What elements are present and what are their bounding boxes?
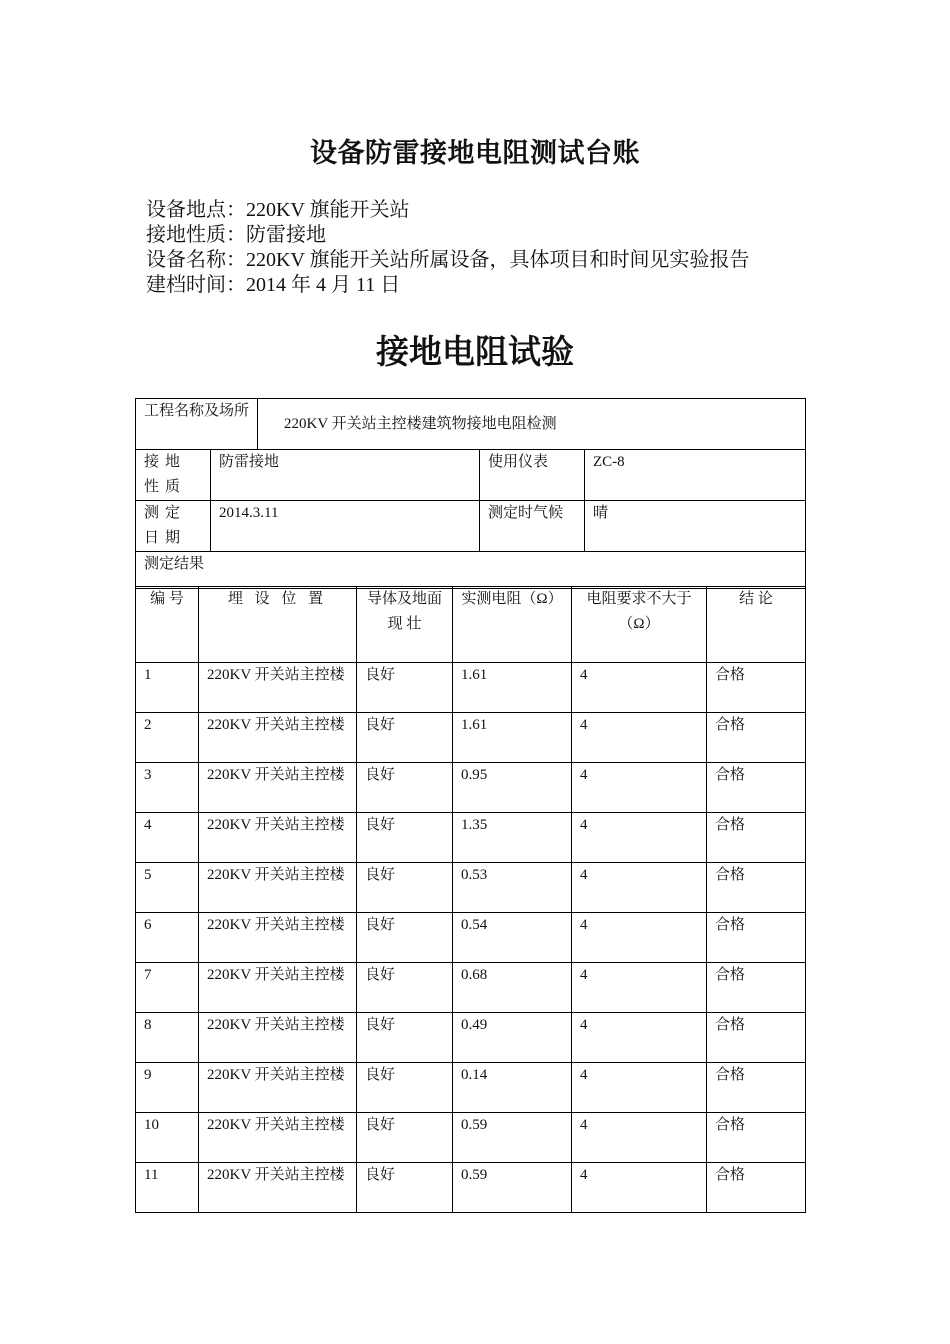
cell-no: 3 bbox=[136, 763, 199, 813]
table-row bbox=[136, 1113, 806, 1163]
cell-no: 11 bbox=[136, 1163, 199, 1213]
cell-required: 4 bbox=[572, 1113, 707, 1163]
cell-conclusion: 合格 bbox=[707, 713, 806, 763]
cell-measured: 1.61 bbox=[453, 663, 572, 713]
header-required: 电阻要求不大于（Ω） bbox=[572, 587, 707, 663]
header-no: 编 号 bbox=[136, 587, 199, 663]
table-row bbox=[136, 1063, 806, 1113]
table-row bbox=[136, 1013, 806, 1063]
project-value: 220KV 开关站主控楼建筑物接地电阻检测 bbox=[258, 399, 806, 450]
cell-required: 4 bbox=[572, 863, 707, 913]
instrument-value: ZC-8 bbox=[585, 450, 806, 501]
cell-no: 7 bbox=[136, 963, 199, 1013]
cell-required: 4 bbox=[572, 963, 707, 1013]
table-row bbox=[136, 763, 806, 813]
info-block bbox=[146, 198, 750, 298]
cell-location: 220KV 开关站主控楼 bbox=[199, 813, 357, 863]
cell-measured: 0.14 bbox=[453, 1063, 572, 1113]
table-row bbox=[136, 1163, 806, 1213]
cell-condition: 良好 bbox=[357, 1063, 453, 1113]
instrument-label: 使用仪表 bbox=[480, 450, 585, 501]
cell-no: 10 bbox=[136, 1113, 199, 1163]
cell-required: 4 bbox=[572, 1063, 707, 1113]
cell-measured: 0.54 bbox=[453, 913, 572, 963]
cell-no: 2 bbox=[136, 713, 199, 763]
cell-condition: 良好 bbox=[357, 963, 453, 1013]
cell-no: 5 bbox=[136, 863, 199, 913]
cell-conclusion: 合格 bbox=[707, 763, 806, 813]
cell-required: 4 bbox=[572, 813, 707, 863]
test-info-table bbox=[135, 449, 806, 589]
weather-value: 晴 bbox=[585, 501, 806, 552]
cell-required: 4 bbox=[572, 663, 707, 713]
document-title: 设备防雷接地电阻测试台账 bbox=[310, 138, 640, 168]
cell-required: 4 bbox=[572, 713, 707, 763]
cell-condition: 良好 bbox=[357, 1013, 453, 1063]
cell-conclusion: 合格 bbox=[707, 863, 806, 913]
header-conclusion: 结 论 bbox=[707, 587, 806, 663]
cell-condition: 良好 bbox=[357, 663, 453, 713]
cell-condition: 良好 bbox=[357, 913, 453, 963]
cell-location: 220KV 开关站主控楼 bbox=[199, 863, 357, 913]
info-record-date: 建档时间：2014 年 4 月 11 日 bbox=[146, 274, 401, 296]
cell-conclusion: 合格 bbox=[707, 1063, 806, 1113]
cell-conclusion: 合格 bbox=[707, 963, 806, 1013]
cell-condition: 良好 bbox=[357, 1113, 453, 1163]
project-label: 工程名称及场所 bbox=[136, 399, 258, 450]
cell-location: 220KV 开关站主控楼 bbox=[199, 963, 357, 1013]
weather-label: 测定时气候 bbox=[480, 501, 585, 552]
cell-conclusion: 合格 bbox=[707, 663, 806, 713]
date-value: 2014.3.11 bbox=[211, 501, 480, 552]
cell-measured: 1.35 bbox=[453, 813, 572, 863]
cell-location: 220KV 开关站主控楼 bbox=[199, 913, 357, 963]
cell-location: 220KV 开关站主控楼 bbox=[199, 1013, 357, 1063]
cell-measured: 0.68 bbox=[453, 963, 572, 1013]
cell-measured: 1.61 bbox=[453, 713, 572, 763]
cell-measured: 0.59 bbox=[453, 1113, 572, 1163]
section-title: 接地电阻试验 bbox=[376, 335, 574, 371]
table-row bbox=[136, 863, 806, 913]
project-table bbox=[135, 398, 806, 450]
cell-no: 4 bbox=[136, 813, 199, 863]
nature-label: 接地性质 bbox=[136, 450, 211, 501]
info-equipment-name: 设备名称：220KV 旗能开关站所属设备，具体项目和时间见实验报告 bbox=[146, 249, 750, 271]
cell-condition: 良好 bbox=[357, 713, 453, 763]
cell-location: 220KV 开关站主控楼 bbox=[199, 1163, 357, 1213]
cell-conclusion: 合格 bbox=[707, 1013, 806, 1063]
date-label: 测定日期 bbox=[136, 501, 211, 552]
cell-conclusion: 合格 bbox=[707, 1163, 806, 1213]
result-label: 测定结果 bbox=[136, 552, 806, 589]
header-condition: 导体及地面现 壮 bbox=[357, 587, 453, 663]
header-location: 埋 设 位 置 bbox=[199, 587, 357, 663]
table-row bbox=[136, 713, 806, 763]
table-row bbox=[136, 813, 806, 863]
info-location: 设备地点：220KV 旗能开关站 bbox=[146, 199, 410, 221]
cell-required: 4 bbox=[572, 1013, 707, 1063]
cell-location: 220KV 开关站主控楼 bbox=[199, 763, 357, 813]
cell-location: 220KV 开关站主控楼 bbox=[199, 1113, 357, 1163]
cell-conclusion: 合格 bbox=[707, 913, 806, 963]
cell-conclusion: 合格 bbox=[707, 813, 806, 863]
cell-required: 4 bbox=[572, 913, 707, 963]
results-header-row bbox=[136, 587, 806, 663]
table-row bbox=[136, 663, 806, 713]
cell-measured: 0.49 bbox=[453, 1013, 572, 1063]
cell-condition: 良好 bbox=[357, 1163, 453, 1213]
cell-condition: 良好 bbox=[357, 813, 453, 863]
cell-condition: 良好 bbox=[357, 863, 453, 913]
cell-measured: 0.59 bbox=[453, 1163, 572, 1213]
results-table bbox=[135, 586, 806, 1213]
cell-no: 6 bbox=[136, 913, 199, 963]
cell-location: 220KV 开关站主控楼 bbox=[199, 713, 357, 763]
header-measured: 实测电阻（Ω） bbox=[453, 587, 572, 663]
info-grounding-type: 接地性质：防雷接地 bbox=[146, 224, 326, 246]
cell-no: 1 bbox=[136, 663, 199, 713]
cell-required: 4 bbox=[572, 1163, 707, 1213]
cell-no: 9 bbox=[136, 1063, 199, 1113]
nature-value: 防雷接地 bbox=[211, 450, 480, 501]
cell-measured: 0.53 bbox=[453, 863, 572, 913]
cell-conclusion: 合格 bbox=[707, 1113, 806, 1163]
cell-no: 8 bbox=[136, 1013, 199, 1063]
cell-required: 4 bbox=[572, 763, 707, 813]
table-row bbox=[136, 913, 806, 963]
table-row bbox=[136, 963, 806, 1013]
cell-condition: 良好 bbox=[357, 763, 453, 813]
cell-measured: 0.95 bbox=[453, 763, 572, 813]
cell-location: 220KV 开关站主控楼 bbox=[199, 1063, 357, 1113]
cell-location: 220KV 开关站主控楼 bbox=[199, 663, 357, 713]
